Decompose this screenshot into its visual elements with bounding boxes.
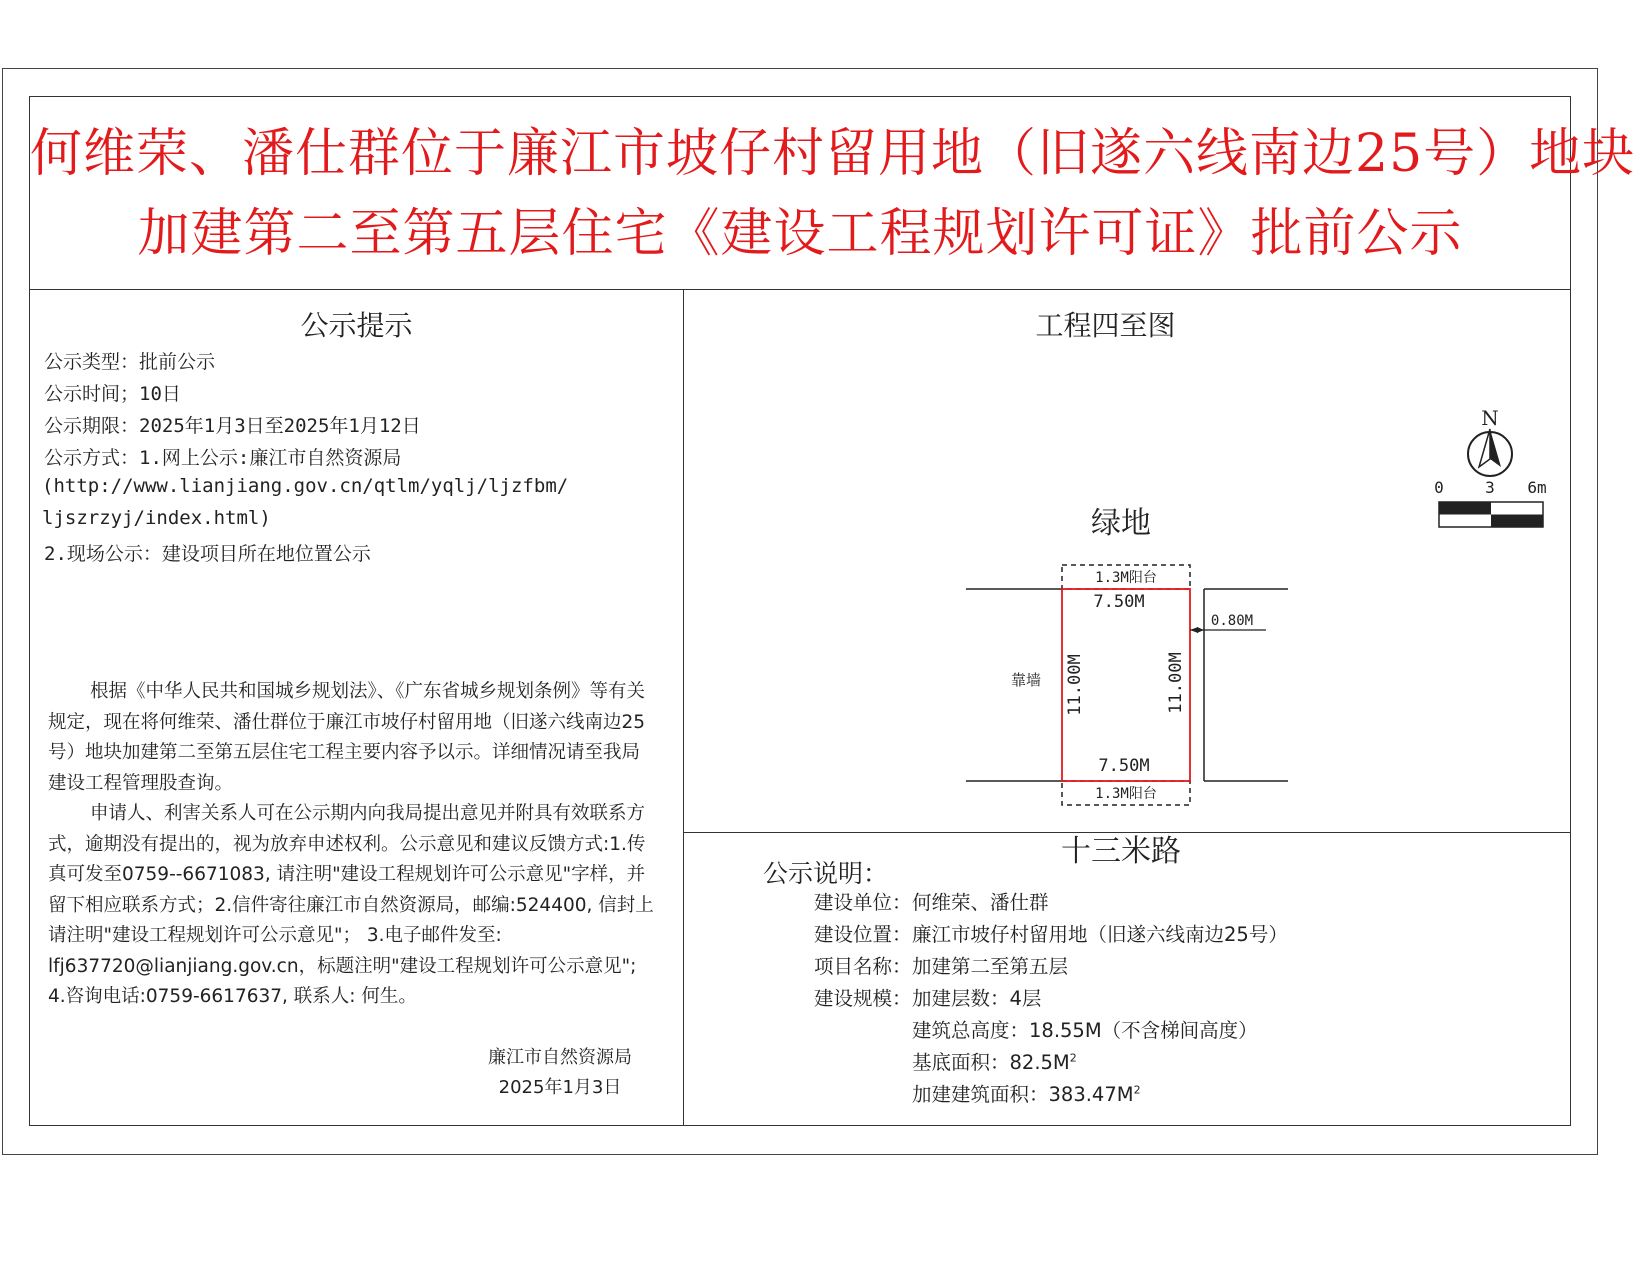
scale-label: 建设规模： [814, 987, 912, 1010]
project-value: 加建第二至第五层 [912, 955, 1069, 978]
base-area-text: 基底面积：82.5M [912, 1051, 1070, 1074]
site-map [684, 291, 1569, 869]
right-depth-label: 11.00M [1166, 652, 1186, 714]
top-width-label: 7.50M [1093, 592, 1145, 612]
notice-duration: 公示时间；10日 [44, 383, 181, 405]
added-floors: 加建层数：4层 [912, 987, 1042, 1010]
notice-type: 公示类型：批前公示 [44, 351, 216, 373]
bottom-width-label: 7.50M [1098, 756, 1150, 776]
project-label: 项目名称： [814, 955, 912, 978]
location-value: 廉江市坡仔村留用地（旧遂六线南边25号） [912, 923, 1288, 946]
notice-board [29, 96, 1635, 1126]
added-area [912, 1079, 1141, 1107]
north-neighbor-label: 绿地 [1091, 506, 1151, 541]
title-line-1: 何维荣、潘仕群位于廉江市坡仔村留用地（旧遂六线南边25号）地块 [30, 124, 1635, 184]
unit-label: 建设单位： [814, 891, 912, 914]
added-area-text: 加建建筑面积：383.47M [912, 1083, 1134, 1106]
north-arrow-icon [1468, 406, 1512, 476]
location-label: 建设位置： [814, 923, 912, 946]
horizontal-divider [683, 832, 1570, 833]
notice-onsite: 2.现场公示：建设项目所在地位置公示 [44, 543, 371, 565]
notice-url-line-1: (http://www.lianjiang.gov.cn/qtlm/yqlj/ljzfbm/ [42, 475, 569, 497]
added-area-sup: 2 [1133, 1083, 1141, 1097]
base-area [912, 1047, 1077, 1075]
unit-value: 何维荣、潘仕群 [912, 891, 1049, 914]
left-depth-label: 11.00M [1065, 654, 1085, 716]
compass-letter: N [1481, 406, 1499, 430]
base-area-sup: 2 [1069, 1051, 1077, 1065]
total-height: 建筑总高度：18.55M（不含梯间高度） [912, 1019, 1258, 1042]
south-balcony-label: 1.3M阳台 [1095, 786, 1157, 802]
description-heading: 公示说明： [763, 859, 889, 888]
notice-paragraph-1: 根据《中华人民共和国城乡规划法》、《广东省城乡规划条例》等有关规定，现在将何维荣、潘仕群位于廉江市坡仔村留用地（旧遂六线南边25号）地块加建第二至第五层住宅工程主要内容予以示。详细情况请至我局建设工程管理股查询。 [48, 681, 646, 794]
east-gap-label: 0.80M [1210, 613, 1254, 629]
site-map-heading: 工程四至图 [1035, 309, 1176, 342]
scale-label-6: 6m [1527, 478, 1547, 497]
notice-paragraph-2: 申请人、利害关系人可在公示期内向我局提出意见并附具有效联系方式，逾期没有提出的，视为放弃申述权利。公示意见和建议反馈方式:1.传真可发至0759--6671083, 请注明"建设工程规划许可公示意见"字样，并留下相应联系方式；2.信件寄往廉江市自然资源局，邮编:524400, 信封上请注明"建设工程规划许可公示意见"； 3.电子邮件发至: lfj637720@lianjiang.gov.cn，标题注明"建设工程规划许可公示意见"; 4.咨询电话:0759-6617637, 联系人: 何生。 [48, 803, 654, 1007]
title-banner [30, 97, 1635, 290]
notice-url-line-2: ljszrzyj/index.html) [42, 507, 271, 529]
notice-heading: 公示提示 [300, 309, 413, 342]
south-neighbor-label: 十三米路 [1061, 834, 1181, 869]
scale-bar [1434, 478, 1546, 527]
west-neighbor-label: 靠墙 [1010, 671, 1042, 689]
title-line-2: 加建第二至第五层住宅《建设工程规划许可证》批前公示 [137, 204, 1463, 264]
signature-org: 廉江市自然资源局 [488, 1047, 632, 1068]
signature-date: 2025年1月3日 [498, 1077, 622, 1098]
scale-label-3: 3 [1485, 478, 1495, 497]
notice-period: 公示期限：2025年1月3日至2025年1月12日 [44, 415, 421, 437]
scale-label-0: 0 [1434, 478, 1444, 497]
north-balcony-label: 1.3M阳台 [1095, 570, 1157, 586]
notice-method: 公示方式：1.网上公示:廉江市自然资源局 [44, 447, 402, 469]
